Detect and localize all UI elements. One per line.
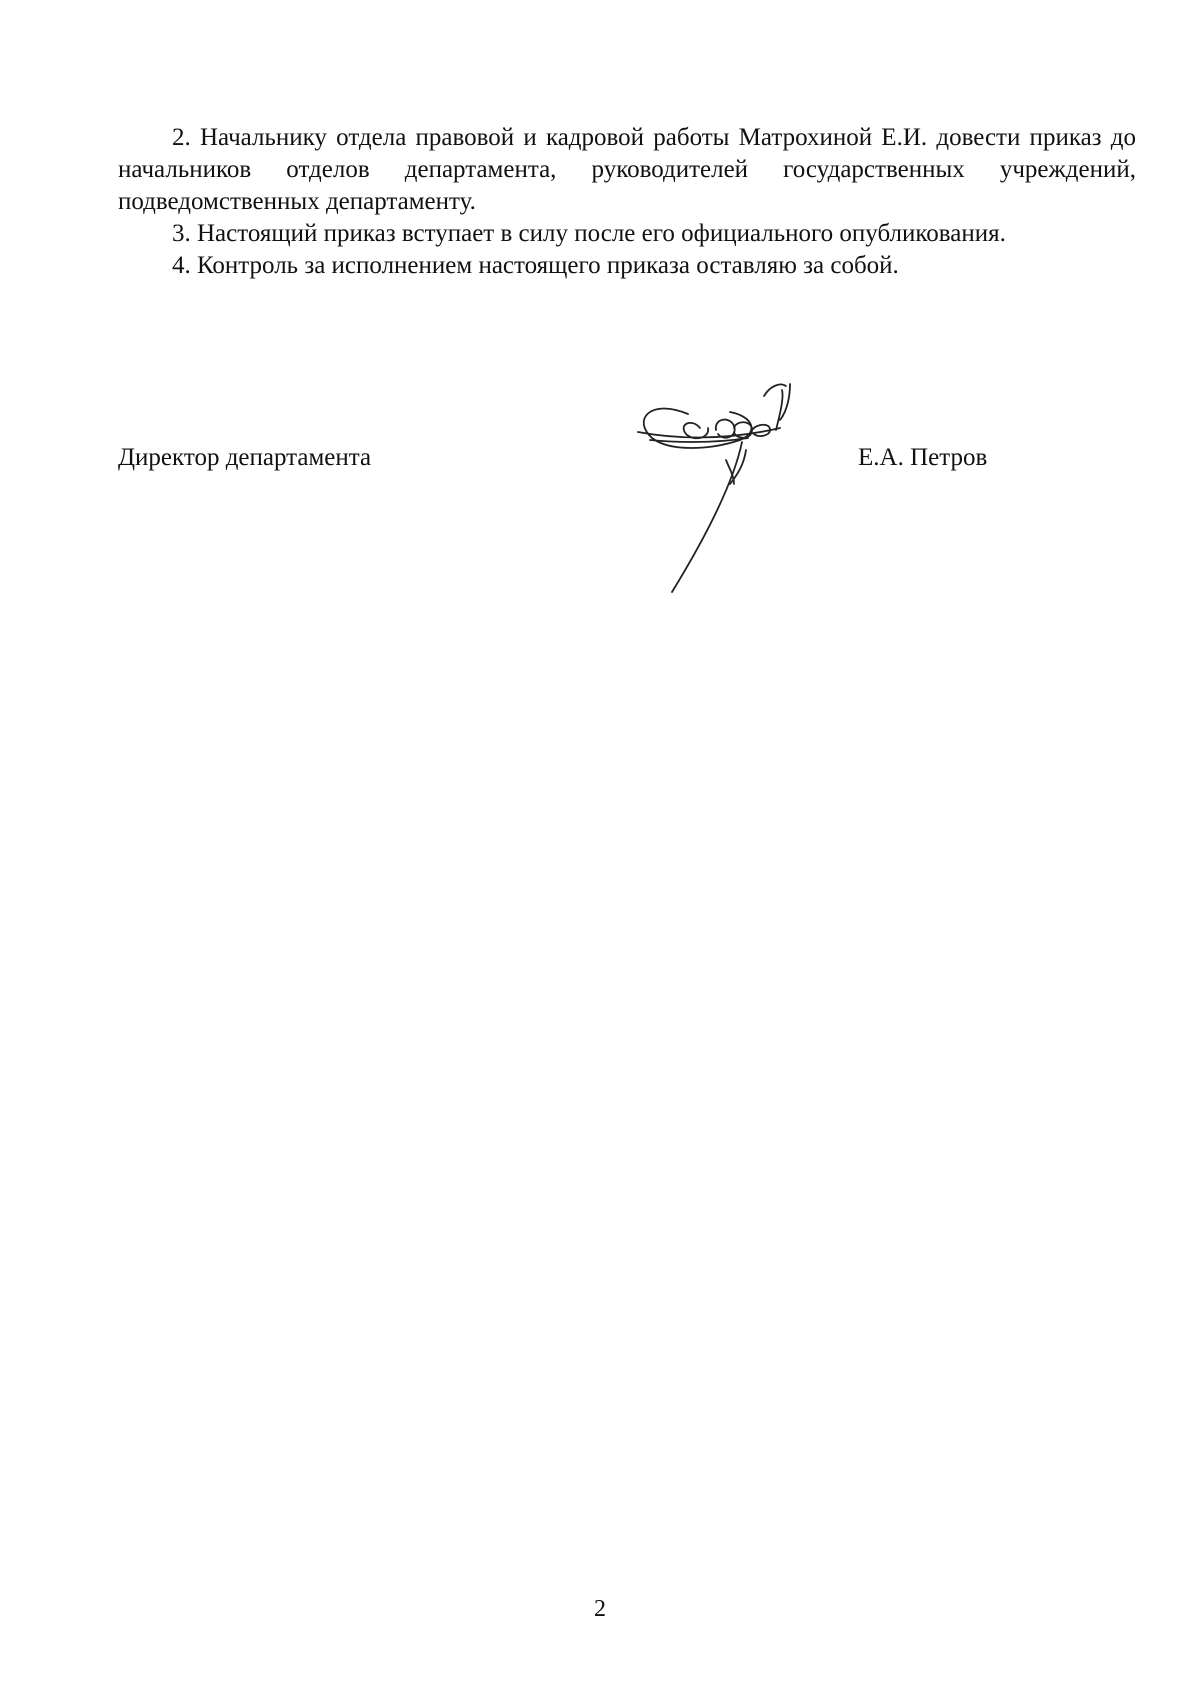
signer-position: Директор департамента (118, 444, 372, 471)
signature-block (118, 420, 1136, 471)
signer-name: Е.А. Петров (858, 444, 988, 471)
page-number: 2 (594, 1596, 606, 1622)
paragraph-item-4: 4. Контроль за исполнением настоящего приказа оставляю за собой. (172, 252, 899, 279)
document-body (118, 122, 1136, 282)
paragraph-item-2: 2. Начальнику отдела правовой и кадровой работы Матрохиной Е.И. довести приказ до начальников отделов департамента, руководителей государственных учреждений, подведомственных департаменту. (118, 124, 1136, 215)
handwritten-signature-icon (630, 380, 860, 600)
paragraph-item-3: 3. Настоящий приказ вступает в силу после его официального опубликования. (172, 220, 1006, 247)
